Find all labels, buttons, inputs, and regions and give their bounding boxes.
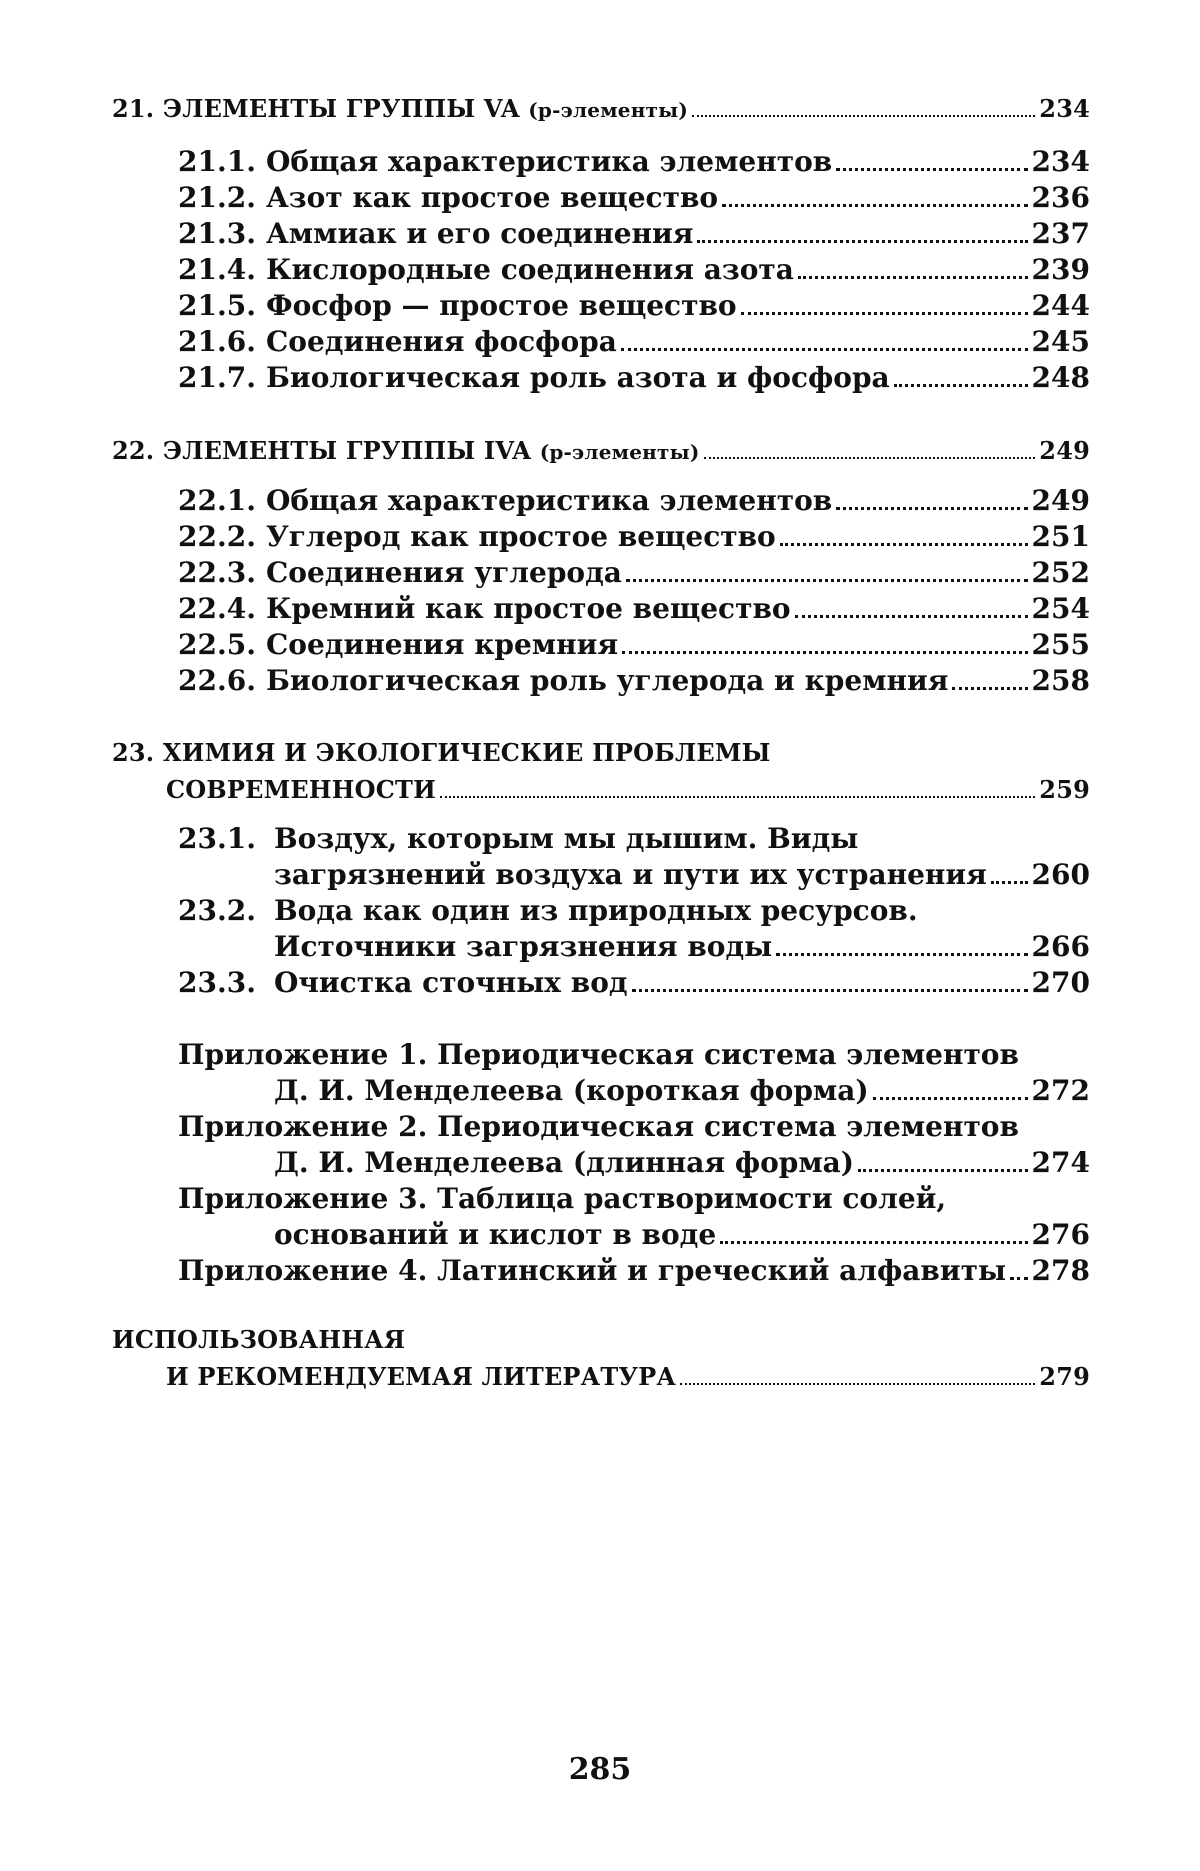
appendix-label: Приложение 3.	[178, 1182, 428, 1215]
dot-leader	[776, 953, 1027, 956]
entry-title: Кислородные соединения азота	[266, 253, 794, 286]
entry-title: Фосфор — простое вещество	[266, 289, 737, 322]
toc-entry-21-4[interactable]	[178, 253, 1090, 286]
toc-entry-21-3[interactable]	[178, 217, 1090, 250]
entry-title: Вода как один из природных ресурсов.	[274, 894, 918, 927]
dot-leader	[704, 457, 1036, 459]
dot-leader	[680, 1383, 1035, 1385]
entry-title: Кремний как простое вещество	[266, 592, 791, 625]
page-ref: 244	[1031, 289, 1090, 322]
chapter-subtitle: (p-элементы)	[539, 440, 700, 464]
page-ref: 278	[1031, 1254, 1090, 1287]
entry-number: 21.3.	[178, 217, 256, 250]
appendix-title: Периодическая система элементов	[437, 1110, 1019, 1143]
toc-entry-21-2[interactable]	[178, 181, 1090, 214]
entry-title: Соединения кремния	[266, 628, 619, 661]
page-ref: 259	[1039, 775, 1090, 804]
dot-leader	[722, 204, 1027, 207]
page-ref: 272	[1031, 1074, 1090, 1107]
page-ref: 279	[1039, 1362, 1090, 1391]
dot-leader	[780, 543, 1028, 546]
entry-number: 23.3.	[178, 966, 256, 999]
chapter-title-cont: СОВРЕМЕННОСТИ	[166, 775, 436, 804]
toc-entry-22-1[interactable]	[178, 484, 1090, 517]
entry-number: 21.2.	[178, 181, 256, 214]
toc-chapter-22[interactable]	[112, 436, 1090, 465]
entry-title: Воздух, которым мы дышим. Виды	[274, 822, 859, 855]
entry-number: 22.2.	[178, 520, 256, 553]
toc-entry-23-2[interactable]	[274, 930, 1090, 963]
appendix-title: Латинский и греческий алфавиты	[437, 1254, 1007, 1287]
appendix-title: Периодическая система элементов	[437, 1038, 1019, 1071]
dot-leader	[632, 989, 1028, 992]
chapter-title: 21. ЭЛЕМЕНТЫ ГРУППЫ VA	[112, 94, 520, 123]
entry-number: 21.1.	[178, 145, 256, 178]
toc-entry-22-4[interactable]	[178, 592, 1090, 625]
page-ref: 234	[1039, 94, 1090, 123]
dot-leader	[440, 796, 1035, 798]
toc-entry-21-6[interactable]	[178, 325, 1090, 358]
toc-entry-21-7[interactable]	[178, 361, 1090, 394]
entry-number: 22.4.	[178, 592, 256, 625]
entry-number: 21.6.	[178, 325, 256, 358]
dot-leader	[894, 384, 1028, 387]
entry-title-cont: загрязнений воздуха и пути их устранения	[274, 858, 987, 891]
page-ref: 248	[1031, 361, 1090, 394]
page-ref: 234	[1031, 145, 1090, 178]
entry-number: 22.3.	[178, 556, 256, 589]
page-ref: 276	[1031, 1218, 1090, 1251]
entry-number: 22.6.	[178, 664, 256, 697]
entry-title: Соединения углерода	[266, 556, 622, 589]
page-ref: 255	[1031, 628, 1090, 661]
dot-leader	[621, 348, 1028, 351]
toc-literature-title[interactable]	[112, 1325, 405, 1354]
page-ref: 249	[1039, 436, 1090, 465]
entry-number: 22.5.	[178, 628, 256, 661]
toc-chapter-23[interactable]	[166, 775, 1090, 804]
toc-entry-21-1[interactable]	[178, 145, 1090, 178]
entry-number: 21.4.	[178, 253, 256, 286]
entry-title: Биологическая роль азота и фосфора	[266, 361, 890, 394]
page-ref: 270	[1031, 966, 1090, 999]
page-ref: 254	[1031, 592, 1090, 625]
dot-leader	[836, 507, 1027, 510]
page-number: 285	[568, 1752, 632, 1787]
page-ref: 245	[1031, 325, 1090, 358]
entry-title: Очистка сточных вод	[274, 966, 628, 999]
appendix-title-cont: Д. И. Менделеева (короткая форма)	[274, 1074, 869, 1107]
chapter-title: 23. ХИМИЯ И ЭКОЛОГИЧЕСКИЕ ПРОБЛЕМЫ	[112, 738, 771, 767]
entry-title: Соединения фосфора	[266, 325, 617, 358]
toc-entry-22-2[interactable]	[178, 520, 1090, 553]
toc-appendix-4[interactable]	[178, 1254, 1090, 1287]
dot-leader	[798, 276, 1028, 279]
entry-number: 23.1.	[178, 822, 256, 855]
dot-leader	[697, 240, 1027, 243]
literature-title-cont: И РЕКОМЕНДУЕМАЯ ЛИТЕРАТУРА	[166, 1362, 677, 1391]
entry-title: Аммиак и его соединения	[266, 217, 694, 250]
dot-leader	[692, 115, 1035, 117]
toc-entry-23-1-title[interactable]	[178, 822, 858, 855]
dot-leader	[836, 168, 1027, 171]
toc-entry-23-1[interactable]	[274, 858, 1090, 891]
page-ref: 260	[1031, 858, 1090, 891]
dot-leader	[626, 579, 1028, 582]
literature-title: ИСПОЛЬЗОВАННАЯ	[112, 1325, 406, 1354]
dot-leader	[858, 1169, 1028, 1172]
toc-appendix-2[interactable]	[274, 1146, 1090, 1179]
entry-title: Общая характеристика элементов	[266, 145, 833, 178]
entry-title: Биологическая роль углерода и кремния	[266, 664, 949, 697]
appendix-title-cont: оснований и кислот в воде	[274, 1218, 717, 1251]
toc-chapter-21[interactable]	[112, 94, 1090, 123]
entry-title-cont: Источники загрязнения воды	[274, 930, 773, 963]
dot-leader	[795, 615, 1028, 618]
entry-title: Общая характеристика элементов	[266, 484, 833, 517]
page-ref: 251	[1031, 520, 1090, 553]
page-ref: 236	[1031, 181, 1090, 214]
page-ref: 249	[1031, 484, 1090, 517]
entry-number: 21.5.	[178, 289, 256, 322]
toc-appendix-3[interactable]	[274, 1218, 1090, 1251]
toc-appendix-1-title[interactable]	[178, 1038, 1019, 1071]
toc-entry-22-5[interactable]	[178, 628, 1090, 661]
dot-leader	[741, 312, 1028, 315]
appendix-title-cont: Д. И. Менделеева (длинная форма)	[274, 1146, 855, 1179]
dot-leader	[952, 687, 1027, 690]
page-ref: 258	[1031, 664, 1090, 697]
dot-leader	[873, 1097, 1028, 1100]
toc-chapter-23-title[interactable]	[112, 738, 771, 767]
toc-entry-23-3[interactable]	[178, 966, 1090, 999]
toc-appendix-3-title[interactable]	[178, 1182, 946, 1215]
page-ref: 237	[1031, 217, 1090, 250]
toc-entry-23-2-title[interactable]	[178, 894, 918, 927]
appendix-label: Приложение 1.	[178, 1038, 428, 1071]
toc-appendix-1[interactable]	[274, 1074, 1090, 1107]
toc-literature[interactable]	[166, 1362, 1090, 1391]
page-ref: 274	[1031, 1146, 1090, 1179]
appendix-title: Таблица растворимости солей,	[437, 1182, 947, 1215]
entry-number: 21.7.	[178, 361, 256, 394]
toc-entry-21-5[interactable]	[178, 289, 1090, 322]
toc-entry-22-6[interactable]	[178, 664, 1090, 697]
chapter-subtitle: (p-элементы)	[528, 98, 689, 122]
dot-leader	[720, 1241, 1027, 1244]
dot-leader	[991, 881, 1028, 884]
page-ref: 266	[1031, 930, 1090, 963]
dot-leader	[1010, 1277, 1028, 1280]
page-ref: 239	[1031, 253, 1090, 286]
entry-title: Азот как простое вещество	[266, 181, 719, 214]
entry-number: 23.2.	[178, 894, 256, 927]
toc-appendix-2-title[interactable]	[178, 1110, 1019, 1143]
toc-entry-22-3[interactable]	[178, 556, 1090, 589]
chapter-title: 22. ЭЛЕМЕНТЫ ГРУППЫ IVA	[112, 436, 532, 465]
dot-leader	[622, 651, 1027, 654]
page-ref: 252	[1031, 556, 1090, 589]
entry-title: Углерод как простое вещество	[266, 520, 776, 553]
appendix-label: Приложение 4.	[178, 1254, 428, 1287]
appendix-label: Приложение 2.	[178, 1110, 428, 1143]
entry-number: 22.1.	[178, 484, 256, 517]
